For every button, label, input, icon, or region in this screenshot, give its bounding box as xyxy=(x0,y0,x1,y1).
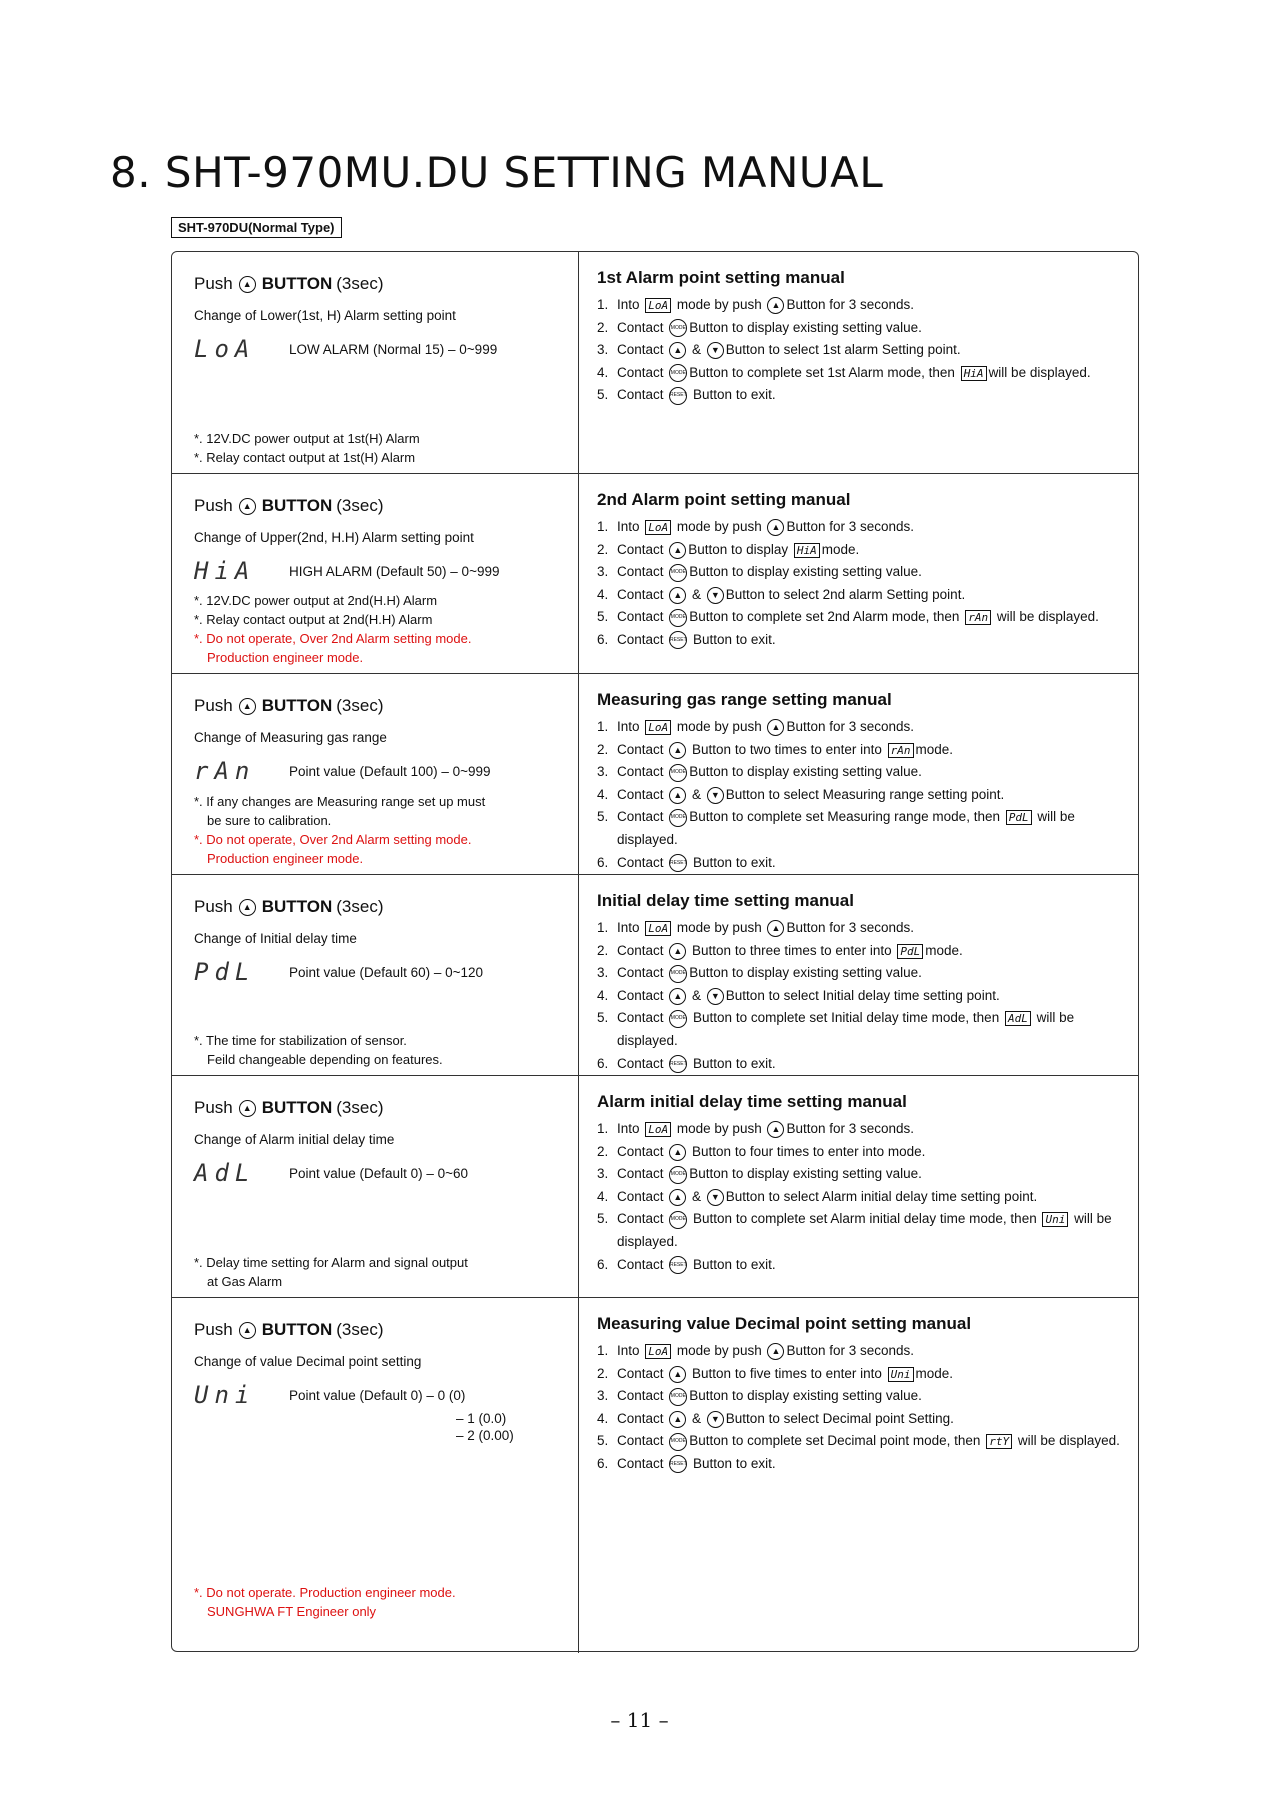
up-button-icon: ▲ xyxy=(767,920,784,937)
push-duration: (3sec) xyxy=(336,274,384,293)
step-number: 6. xyxy=(597,1055,609,1071)
note-line: *. Relay contact output at 2nd(H.H) Alarm xyxy=(194,612,433,627)
setting-manual xyxy=(579,1298,1138,1653)
push-instruction xyxy=(194,897,578,917)
reset-button-icon: RESET xyxy=(669,631,687,649)
display-readout xyxy=(194,757,578,785)
note-line: *. Relay contact output at 1st(H) Alarm xyxy=(194,450,416,465)
display-code-box: rAn xyxy=(888,743,914,758)
step-text: Contact ▲ Button to display HiA mode. xyxy=(617,541,860,557)
display-code-box: LoA xyxy=(645,1122,671,1137)
step-text: Into LoA mode by push ▲ Button for 3 seconds. xyxy=(617,1121,915,1136)
up-button-icon: ▲ xyxy=(239,498,256,515)
step-text: Contact ▲ Button to four times to enter into mode. xyxy=(617,1143,926,1159)
step-text: Contact RESET Button to exit. xyxy=(617,1254,776,1277)
step-item xyxy=(597,584,1138,607)
up-button-icon: ▲ xyxy=(669,542,686,559)
step-text: Contact RESET Button to exit. xyxy=(617,1053,776,1076)
step-item xyxy=(597,362,1138,385)
step-number: 3. xyxy=(597,764,609,780)
display-code-box: HiA xyxy=(794,543,820,558)
step-item xyxy=(597,716,1138,739)
page-number: – 11 – xyxy=(610,1708,669,1732)
step-text: Contact MODE Button to display existing setting value. xyxy=(617,561,922,584)
button-description xyxy=(172,1298,579,1653)
reset-button-icon: RESET xyxy=(669,854,687,872)
step-list xyxy=(597,716,1138,874)
display-readout xyxy=(194,1381,578,1409)
step-number: 3. xyxy=(597,965,609,981)
step-number: 6. xyxy=(597,1256,609,1272)
step-item xyxy=(597,1186,1138,1209)
step-item xyxy=(597,852,1138,875)
up-button-icon: ▲ xyxy=(669,1366,686,1383)
setting-row xyxy=(172,1076,1138,1298)
change-description: Change of Initial delay time xyxy=(194,931,357,946)
display-code-box: rAn xyxy=(965,610,991,625)
change-description: Change of Lower(1st, H) Alarm setting point xyxy=(194,308,456,323)
warning-line: *. Do not operate, Over 2nd Alarm setting mode. xyxy=(194,631,472,646)
setting-range: Point value (Default 0) – 0~60 xyxy=(289,1165,468,1181)
up-button-icon: ▲ xyxy=(669,787,686,804)
seven-segment-code: AdL xyxy=(194,1159,256,1187)
step-text: Contact MODE Button to complete set Alarm initial delay time mode, then Uni will be displayed. xyxy=(617,1211,1112,1249)
setting-row xyxy=(172,875,1138,1076)
push-instruction xyxy=(194,274,578,294)
step-number: 4. xyxy=(597,1188,609,1204)
step-text: Contact MODE Button to display existing setting value. xyxy=(617,317,922,340)
seven-segment-code: HiA xyxy=(194,557,256,585)
step-number: 1. xyxy=(597,297,609,312)
up-button-icon: ▲ xyxy=(669,988,686,1005)
step-text: Contact RESET Button to exit. xyxy=(617,852,776,875)
notes xyxy=(194,1581,568,1619)
setting-range-option: – 1 (0.0) xyxy=(456,1411,507,1426)
step-item xyxy=(597,806,1138,851)
manual-title: 1st Alarm point setting manual xyxy=(597,268,845,287)
step-item xyxy=(597,784,1138,807)
down-button-icon: ▼ xyxy=(707,988,724,1005)
note-line: *. 12V.DC power output at 2nd(H.H) Alarm xyxy=(194,593,438,608)
step-number: 4. xyxy=(597,1410,609,1426)
display-code-box: PdL xyxy=(1006,810,1032,825)
mode-button-icon: MODE xyxy=(669,1433,687,1451)
step-number: 1. xyxy=(597,519,609,534)
note-line: Feild changeable depending on features. xyxy=(207,1052,443,1067)
step-item xyxy=(597,1141,1138,1164)
step-number: 6. xyxy=(597,854,609,870)
step-number: 3. xyxy=(597,342,609,358)
up-button-icon: ▲ xyxy=(239,899,256,916)
setting-row xyxy=(172,252,1138,474)
step-number: 2. xyxy=(597,1365,609,1381)
up-button-icon: ▲ xyxy=(767,1343,784,1360)
up-button-icon: ▲ xyxy=(669,742,686,759)
step-item xyxy=(597,985,1138,1008)
step-number: 4. xyxy=(597,586,609,602)
display-readout xyxy=(194,557,578,585)
step-text: Contact ▲ & ▼ Button to select Initial delay time setting point. xyxy=(617,987,1000,1003)
step-number: 5. xyxy=(597,1211,609,1227)
change-description: Change of value Decimal point setting xyxy=(194,1354,422,1369)
button-label: BUTTON xyxy=(261,496,333,515)
step-list xyxy=(597,1340,1138,1476)
step-list xyxy=(597,294,1138,407)
button-description xyxy=(172,252,579,473)
notes xyxy=(194,427,568,465)
step-text: Into LoA mode by push ▲ Button for 3 seconds. xyxy=(617,297,915,312)
settings-table xyxy=(171,251,1139,1652)
button-label: BUTTON xyxy=(261,1320,333,1339)
push-duration: (3sec) xyxy=(336,1320,384,1339)
setting-manual xyxy=(579,1076,1138,1297)
step-item xyxy=(597,917,1138,940)
step-number: 4. xyxy=(597,786,609,802)
down-button-icon: ▼ xyxy=(707,1411,724,1428)
step-number: 2. xyxy=(597,741,609,757)
step-text: Contact ▲ & ▼ Button to select 2nd alarm Setting point. xyxy=(617,586,966,602)
step-number: 1. xyxy=(597,1343,609,1358)
push-label: Push xyxy=(194,496,233,515)
up-button-icon: ▲ xyxy=(669,587,686,604)
step-number: 1. xyxy=(597,920,609,935)
mode-button-icon: MODE xyxy=(669,1166,687,1184)
up-button-icon: ▲ xyxy=(767,519,784,536)
step-text: Contact ▲ & ▼ Button to select Measuring range setting point. xyxy=(617,786,1005,802)
step-item xyxy=(597,339,1138,362)
manual-title: 2nd Alarm point setting manual xyxy=(597,490,851,509)
manual-title: Alarm initial delay time setting manual xyxy=(597,1092,907,1111)
manual-title: Measuring value Decimal point setting manual xyxy=(597,1314,972,1333)
mode-button-icon: MODE xyxy=(669,364,687,382)
display-code-box: Uni xyxy=(888,1367,914,1382)
display-code-box: LoA xyxy=(645,1344,671,1359)
step-number: 2. xyxy=(597,1143,609,1159)
up-button-icon: ▲ xyxy=(767,719,784,736)
step-text: Contact RESET Button to exit. xyxy=(617,1453,776,1476)
manual-title: Measuring gas range setting manual xyxy=(597,690,892,709)
mode-button-icon: MODE xyxy=(669,1388,687,1406)
step-text: Contact RESET Button to exit. xyxy=(617,629,776,652)
warning-line: SUNGHWA FT Engineer only xyxy=(207,1604,377,1619)
step-text: Contact MODE Button to display existing setting value. xyxy=(617,1163,922,1186)
mode-button-icon: MODE xyxy=(669,1211,687,1229)
step-number: 5. xyxy=(597,387,609,403)
change-description: Change of Upper(2nd, H.H) Alarm setting point xyxy=(194,530,474,545)
button-label: BUTTON xyxy=(261,897,333,916)
push-label: Push xyxy=(194,897,233,916)
warning-line: Production engineer mode. xyxy=(207,650,364,665)
setting-manual xyxy=(579,875,1138,1075)
warning-line: *. Do not operate. Production engineer mode. xyxy=(194,1585,456,1600)
step-number: 6. xyxy=(597,631,609,647)
step-text: Contact MODE Button to complete set 1st Alarm mode, then HiA will be displayed. xyxy=(617,362,1091,385)
step-item xyxy=(597,561,1138,584)
push-label: Push xyxy=(194,1320,233,1339)
display-readout xyxy=(194,958,578,986)
up-button-icon: ▲ xyxy=(239,698,256,715)
mode-button-icon: MODE xyxy=(669,564,687,582)
push-label: Push xyxy=(194,696,233,715)
step-text: Contact MODE Button to complete set Decimal point mode, then rtY will be displayed. xyxy=(617,1430,1120,1453)
mode-button-icon: MODE xyxy=(669,1010,687,1028)
setting-manual xyxy=(579,252,1138,473)
reset-button-icon: RESET xyxy=(669,1256,687,1274)
step-number: 5. xyxy=(597,1010,609,1026)
note-line: *. If any changes are Measuring range set up must xyxy=(194,794,486,809)
step-number: 6. xyxy=(597,1455,609,1471)
push-duration: (3sec) xyxy=(336,1098,384,1117)
step-number: 2. xyxy=(597,319,609,335)
note-line: at Gas Alarm xyxy=(207,1274,283,1289)
push-duration: (3sec) xyxy=(336,897,384,916)
up-button-icon: ▲ xyxy=(767,297,784,314)
step-item xyxy=(597,606,1138,629)
step-item xyxy=(597,1430,1138,1453)
note-line: *. Delay time setting for Alarm and signal output xyxy=(194,1255,468,1270)
step-item xyxy=(597,1340,1138,1363)
note-line: be sure to calibration. xyxy=(207,813,332,828)
step-text: Contact MODE Button to complete set Initial delay time mode, then AdL will be displayed. xyxy=(617,1010,1075,1048)
step-text: Contact MODE Button to display existing setting value. xyxy=(617,761,922,784)
setting-range: Point value (Default 60) – 0~120 xyxy=(289,964,484,980)
note-line: *. The time for stabilization of sensor. xyxy=(194,1033,407,1048)
step-item xyxy=(597,1163,1138,1186)
setting-range: Point value (Default 100) – 0~999 xyxy=(289,763,491,779)
note-line: *. 12V.DC power output at 1st(H) Alarm xyxy=(194,431,420,446)
up-button-icon: ▲ xyxy=(239,1322,256,1339)
step-number: 4. xyxy=(597,364,609,380)
step-item xyxy=(597,1363,1138,1386)
step-number: 5. xyxy=(597,609,609,625)
mode-button-icon: MODE xyxy=(669,965,687,983)
button-label: BUTTON xyxy=(261,1098,333,1117)
step-number: 4. xyxy=(597,987,609,1003)
push-instruction xyxy=(194,696,578,716)
reset-button-icon: RESET xyxy=(669,1455,687,1473)
step-item xyxy=(597,962,1138,985)
step-text: Into LoA mode by push ▲ Button for 3 seconds. xyxy=(617,920,915,935)
step-item xyxy=(597,1408,1138,1431)
step-text: Into LoA mode by push ▲ Button for 3 seconds. xyxy=(617,519,915,534)
down-button-icon: ▼ xyxy=(707,587,724,604)
step-item xyxy=(597,739,1138,762)
step-item xyxy=(597,1208,1138,1253)
setting-range: Point value (Default 0) – 0 (0) xyxy=(289,1387,466,1403)
display-code-box: PdL xyxy=(897,944,923,959)
button-description xyxy=(172,875,579,1075)
reset-button-icon: RESET xyxy=(669,1055,687,1073)
notes xyxy=(194,589,568,665)
push-instruction xyxy=(194,496,578,516)
setting-range: HIGH ALARM (Default 50) – 0~999 xyxy=(289,563,500,579)
mode-button-icon: MODE xyxy=(669,319,687,337)
push-duration: (3sec) xyxy=(336,696,384,715)
step-item xyxy=(597,539,1138,562)
step-text: Contact ▲ & ▼ Button to select Alarm initial delay time setting point. xyxy=(617,1188,1038,1204)
step-text: Contact ▲ Button to two times to enter into rAn mode. xyxy=(617,741,954,757)
step-text: Contact RESET Button to exit. xyxy=(617,384,776,407)
page-title: 8. SHT-970MU.DU SETTING MANUAL xyxy=(110,148,884,197)
display-code-box: AdL xyxy=(1005,1011,1031,1026)
button-description xyxy=(172,1076,579,1297)
setting-manual xyxy=(579,474,1138,673)
display-code-box: LoA xyxy=(645,298,671,313)
button-label: BUTTON xyxy=(261,274,333,293)
up-button-icon: ▲ xyxy=(669,1411,686,1428)
step-text: Contact ▲ Button to five times to enter into Uni mode. xyxy=(617,1365,954,1381)
change-description: Change of Alarm initial delay time xyxy=(194,1132,395,1147)
step-text: Contact MODE Button to display existing setting value. xyxy=(617,1385,922,1408)
setting-row xyxy=(172,1298,1138,1653)
change-description: Change of Measuring gas range xyxy=(194,730,387,745)
up-button-icon: ▲ xyxy=(669,1189,686,1206)
push-instruction xyxy=(194,1098,578,1118)
step-item xyxy=(597,1254,1138,1277)
manual-title: Initial delay time setting manual xyxy=(597,891,854,910)
button-description xyxy=(172,474,579,673)
step-item xyxy=(597,384,1138,407)
notes xyxy=(194,790,568,866)
push-duration: (3sec) xyxy=(336,496,384,515)
step-item xyxy=(597,294,1138,317)
seven-segment-code: LoA xyxy=(194,335,256,363)
seven-segment-code: rAn xyxy=(194,757,256,785)
warning-line: Production engineer mode. xyxy=(207,851,364,866)
setting-manual xyxy=(579,674,1138,874)
display-code-box: HiA xyxy=(961,366,987,381)
up-button-icon: ▲ xyxy=(669,342,686,359)
step-number: 5. xyxy=(597,1433,609,1449)
step-number: 3. xyxy=(597,1388,609,1404)
step-number: 3. xyxy=(597,564,609,580)
step-text: Contact ▲ Button to three times to enter into PdL mode. xyxy=(617,942,963,958)
step-item xyxy=(597,761,1138,784)
setting-range-option: – 2 (0.00) xyxy=(456,1428,514,1443)
warning-line: *. Do not operate, Over 2nd Alarm setting mode. xyxy=(194,832,472,847)
up-button-icon: ▲ xyxy=(669,1144,686,1161)
mode-button-icon: MODE xyxy=(669,764,687,782)
down-button-icon: ▼ xyxy=(707,787,724,804)
step-item xyxy=(597,1118,1138,1141)
step-list xyxy=(597,1118,1138,1276)
seven-segment-code: PdL xyxy=(194,958,256,986)
seven-segment-code: Uni xyxy=(194,1381,256,1409)
up-button-icon: ▲ xyxy=(767,1121,784,1138)
step-number: 3. xyxy=(597,1166,609,1182)
button-label: BUTTON xyxy=(261,696,333,715)
step-item xyxy=(597,516,1138,539)
step-number: 5. xyxy=(597,809,609,825)
step-text: Into LoA mode by push ▲ Button for 3 seconds. xyxy=(617,719,915,734)
step-item xyxy=(597,1453,1138,1476)
step-text: Contact MODE Button to complete set Measuring range mode, then PdL will be displayed. xyxy=(617,809,1075,847)
step-number: 2. xyxy=(597,942,609,958)
display-code-box: LoA xyxy=(645,720,671,735)
step-text: Contact ▲ & ▼ Button to select 1st alarm Setting point. xyxy=(617,342,961,358)
notes xyxy=(194,1251,568,1289)
step-item xyxy=(597,1053,1138,1076)
step-number: 1. xyxy=(597,719,609,734)
setting-range: LOW ALARM (Normal 15) – 0~999 xyxy=(289,341,498,357)
reset-button-icon: RESET xyxy=(669,387,687,405)
display-code-box: LoA xyxy=(645,520,671,535)
step-list xyxy=(597,516,1138,652)
step-text: Into LoA mode by push ▲ Button for 3 seconds. xyxy=(617,1343,915,1358)
step-list xyxy=(597,917,1138,1075)
model-tag: SHT-970DU(Normal Type) xyxy=(171,217,342,238)
up-button-icon: ▲ xyxy=(669,943,686,960)
notes xyxy=(194,1029,568,1067)
step-text: Contact MODE Button to display existing setting value. xyxy=(617,962,922,985)
step-number: 2. xyxy=(597,541,609,557)
display-readout xyxy=(194,1159,578,1187)
mode-button-icon: MODE xyxy=(669,609,687,627)
mode-button-icon: MODE xyxy=(669,809,687,827)
display-code-box: LoA xyxy=(645,921,671,936)
up-button-icon: ▲ xyxy=(239,1100,256,1117)
display-code-box: Uni xyxy=(1042,1212,1068,1227)
step-item xyxy=(597,940,1138,963)
step-item xyxy=(597,629,1138,652)
push-label: Push xyxy=(194,1098,233,1117)
down-button-icon: ▼ xyxy=(707,342,724,359)
down-button-icon: ▼ xyxy=(707,1189,724,1206)
setting-row xyxy=(172,474,1138,674)
step-text: Contact MODE Button to complete set 2nd Alarm mode, then rAn will be displayed. xyxy=(617,606,1099,629)
display-readout xyxy=(194,335,578,363)
step-number: 1. xyxy=(597,1121,609,1136)
step-item xyxy=(597,1007,1138,1052)
push-instruction xyxy=(194,1320,578,1340)
step-text: Contact ▲ & ▼ Button to select Decimal point Setting. xyxy=(617,1410,954,1426)
step-item xyxy=(597,1385,1138,1408)
display-code-box: rtY xyxy=(986,1434,1012,1449)
button-description xyxy=(172,674,579,874)
step-item xyxy=(597,317,1138,340)
up-button-icon: ▲ xyxy=(239,276,256,293)
push-label: Push xyxy=(194,274,233,293)
setting-row xyxy=(172,674,1138,875)
